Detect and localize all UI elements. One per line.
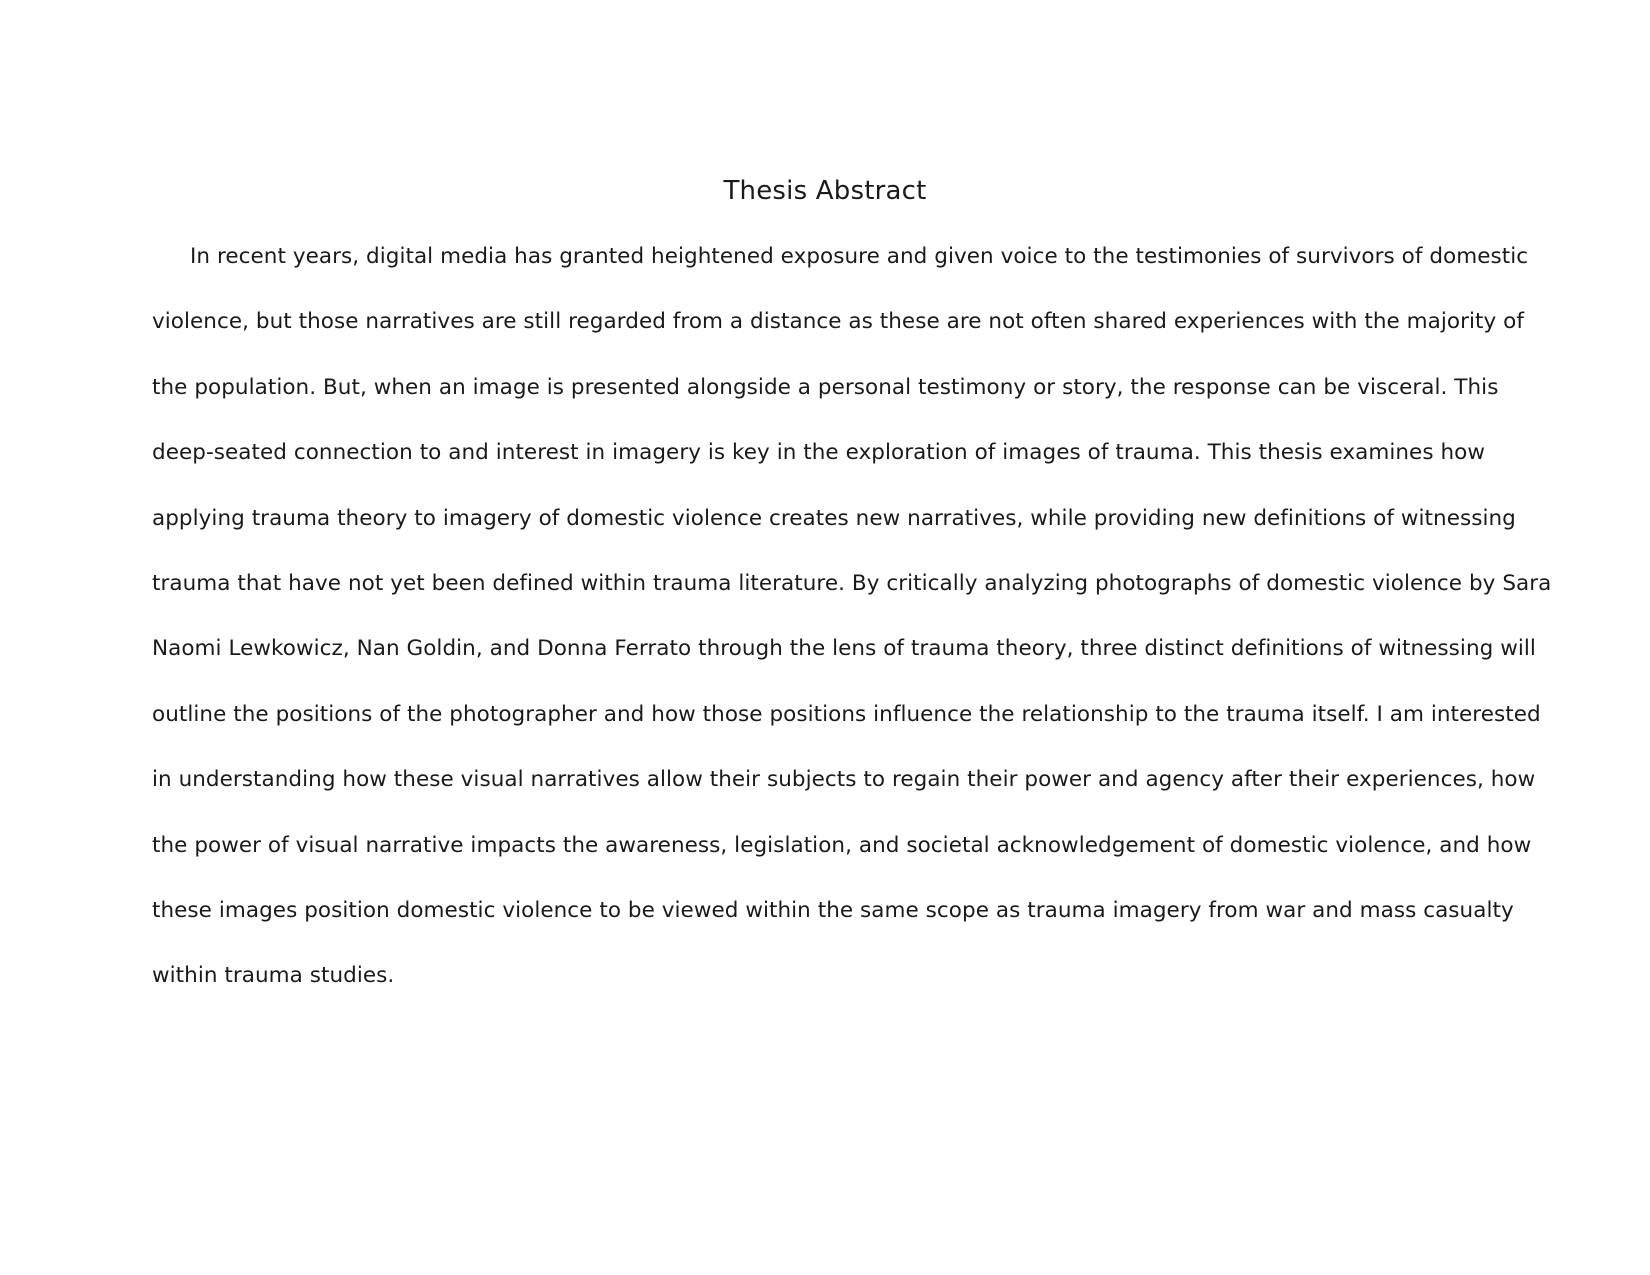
- abstract-line: in understanding how these visual narratives allow their subjects to regain their power and agency after their experiences, how: [152, 767, 1536, 793]
- abstract-line: violence, but those narratives are still regarded from a distance as these are not often shared experiences with the majority of: [152, 309, 1524, 335]
- abstract-paragraph: [152, 244, 1552, 1029]
- abstract-line: trauma that have not yet been defined within trauma literature. By critically analyzing photographs of domestic violence by Sara: [152, 570, 1552, 596]
- page-title: Thesis Abstract: [723, 176, 927, 206]
- abstract-line: Naomi Lewkowicz, Nan Goldin, and Donna Ferrato through the lens of trauma theory, three distinct definitions of witnessing will: [152, 636, 1536, 662]
- abstract-line: deep-seated connection to and interest in imagery is key in the exploration of images of trauma. This thesis examines how: [152, 440, 1485, 466]
- abstract-line: within trauma studies.: [152, 963, 395, 989]
- abstract-line: the power of visual narrative impacts the awareness, legislation, and societal acknowledgement of domestic violence, and how: [152, 832, 1532, 858]
- abstract-line: these images position domestic violence to be viewed within the same scope as trauma imagery from war and mass casualty: [152, 897, 1514, 923]
- abstract-line: the population. But, when an image is presented alongside a personal testimony or story, the response can be visceral. This: [152, 374, 1499, 400]
- abstract-line: applying trauma theory to imagery of domestic violence creates new narratives, while providing new definitions of witnessing: [152, 505, 1516, 531]
- abstract-line: outline the positions of the photographer and how those positions influence the relationship to the trauma itself. I am interested: [152, 701, 1541, 727]
- abstract-line: In recent years, digital media has granted heightened exposure and given voice to the testimonies of survivors of domestic: [190, 244, 1529, 269]
